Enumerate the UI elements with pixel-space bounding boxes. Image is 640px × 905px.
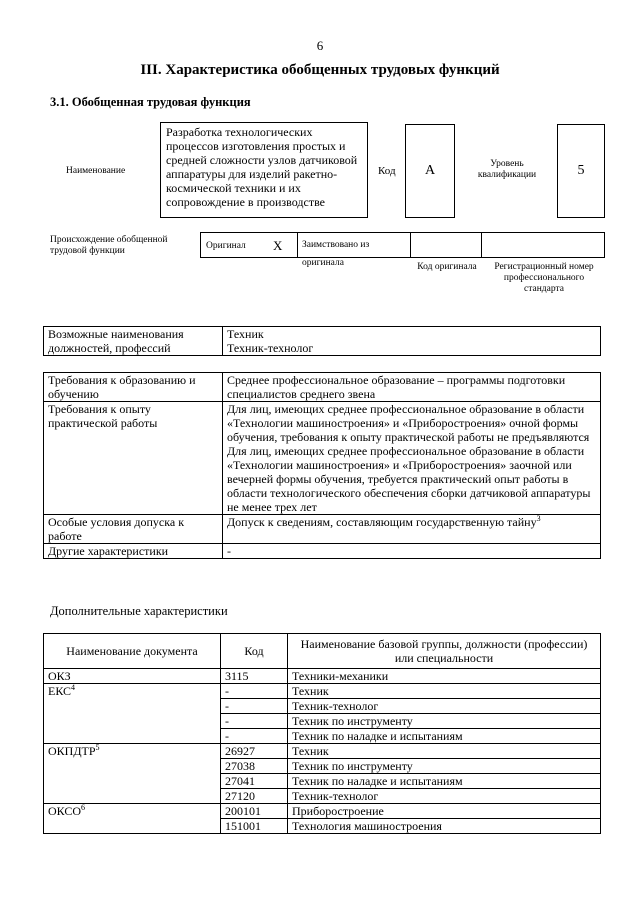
borrowed-label: Заимствовано из оригинала bbox=[302, 240, 370, 268]
requirements-table bbox=[43, 372, 601, 559]
name-cell: Техник по инструменту bbox=[288, 714, 601, 729]
subsection-title: 3.1. Обобщенная трудовая функция bbox=[50, 95, 251, 109]
doc-cell bbox=[44, 744, 221, 804]
original-label: Оригинал bbox=[206, 241, 246, 251]
function-description: Разработка технологических процессов изготовления простых и средней сложности узлов датчиковой аппаратуры для изделий ракетно-космической техники и их сопровождение в производстве bbox=[160, 122, 368, 218]
additional-table bbox=[43, 633, 601, 834]
requirement-line: Допуск к сведениям, составляющим государственную тайну bbox=[227, 515, 537, 529]
requirement-line: - bbox=[227, 544, 231, 558]
doc-name: ЕКС bbox=[48, 684, 72, 698]
footnote-mark: 3 bbox=[536, 514, 541, 523]
name-cell: Техник-технолог bbox=[288, 699, 601, 714]
requirement-label: Требования к опыту практической работы bbox=[44, 402, 223, 515]
code-original-label: Код оригинала bbox=[417, 262, 477, 272]
requirement-row bbox=[44, 402, 601, 515]
code-cell: 3115 bbox=[221, 669, 288, 684]
positions-table bbox=[43, 326, 601, 356]
doc-cell bbox=[44, 684, 221, 744]
name-cell: Техник-технолог bbox=[288, 789, 601, 804]
name-cell: Техник по инструменту bbox=[288, 759, 601, 774]
reg-number-label: Регистрационный номер профессионального стандарта bbox=[494, 262, 594, 294]
position-item: Техник bbox=[227, 327, 264, 341]
positions-values bbox=[223, 327, 601, 356]
page-number: 6 bbox=[316, 38, 324, 53]
name-label: Наименование bbox=[66, 166, 126, 176]
reg-number-cell bbox=[481, 232, 605, 258]
level-label: Уровень квалификации bbox=[477, 159, 537, 180]
code-cell: 26927 bbox=[221, 744, 288, 759]
header-code: Код bbox=[221, 634, 288, 669]
code-cell: 200101 bbox=[221, 804, 288, 819]
requirement-value bbox=[223, 544, 601, 559]
code-cell: - bbox=[221, 714, 288, 729]
positions-label: Возможные наименования должностей, профессий bbox=[44, 327, 223, 356]
name-cell: Техник bbox=[288, 744, 601, 759]
requirement-label: Требования к образованию и обучению bbox=[44, 373, 223, 402]
code-cell: 151001 bbox=[221, 819, 288, 834]
doc-cell bbox=[44, 669, 221, 684]
level-value: 5 bbox=[557, 124, 605, 218]
requirement-row bbox=[44, 515, 601, 544]
requirement-value bbox=[223, 402, 601, 515]
name-cell: Техник bbox=[288, 684, 601, 699]
table-row bbox=[44, 744, 601, 759]
requirement-row bbox=[44, 373, 601, 402]
name-cell: Техник по наладке и испытаниям bbox=[288, 774, 601, 789]
requirement-label: Другие характеристики bbox=[44, 544, 223, 559]
borrowed-cell bbox=[297, 232, 411, 268]
name-cell: Техник по наладке и испытаниям bbox=[288, 729, 601, 744]
header-name: Наименование базовой группы, должности (профессии) или специальности bbox=[288, 634, 601, 669]
code-cell: 27120 bbox=[221, 789, 288, 804]
code-label: Код bbox=[378, 165, 396, 177]
code-cell: 27041 bbox=[221, 774, 288, 789]
original-mark: X bbox=[273, 238, 283, 253]
footnote-mark: 4 bbox=[71, 683, 76, 692]
code-cell: - bbox=[221, 729, 288, 744]
section-title: III. Характеристика обобщенных трудовых функций bbox=[140, 62, 500, 78]
position-item: Техник-технолог bbox=[227, 341, 314, 355]
doc-name: ОКЗ bbox=[48, 669, 71, 683]
requirement-line: Для лиц, имеющих среднее профессиональное образование в области «Технологии машиностроения» и «Приборостроения» заочной или вечерней формы обучения, требуется практический опыт работы в области технологического обеспечения сборки датчиковой аппаратуры не менее трех лет bbox=[227, 444, 591, 514]
additional-title: Дополнительные характеристики bbox=[50, 604, 228, 618]
requirement-line: Среднее профессиональное образование – программы подготовки специалистов среднего звена bbox=[227, 373, 566, 401]
footnote-mark: 5 bbox=[95, 743, 100, 752]
requirement-line: Для лиц, имеющих среднее профессиональное образование в области «Технологии машиностроения» и «Приборостроения» очной формы обучения, требования к опыту практической работы не предъявляются bbox=[227, 402, 590, 444]
requirement-row bbox=[44, 544, 601, 559]
table-row bbox=[44, 684, 601, 699]
code-cell: - bbox=[221, 684, 288, 699]
table-row bbox=[44, 804, 601, 819]
table-header-row bbox=[44, 634, 601, 669]
name-cell: Техники-механики bbox=[288, 669, 601, 684]
original-cell bbox=[200, 232, 298, 258]
doc-name: ОКСО bbox=[48, 804, 82, 818]
table-row bbox=[44, 669, 601, 684]
code-original-cell bbox=[410, 232, 482, 258]
doc-name: ОКПДТР bbox=[48, 744, 96, 758]
code-value: А bbox=[405, 124, 455, 218]
code-cell: 27038 bbox=[221, 759, 288, 774]
header-doc: Наименование документа bbox=[44, 634, 221, 669]
doc-cell bbox=[44, 804, 221, 834]
requirement-label: Особые условия допуска к работе bbox=[44, 515, 223, 544]
footnote-mark: 6 bbox=[81, 803, 86, 812]
requirement-value bbox=[223, 515, 601, 544]
code-cell: - bbox=[221, 699, 288, 714]
name-cell: Технология машиностроения bbox=[288, 819, 601, 834]
origin-label: Происхождение обобщенной трудовой функции bbox=[50, 235, 168, 256]
requirement-value bbox=[223, 373, 601, 402]
name-cell: Приборостроение bbox=[288, 804, 601, 819]
